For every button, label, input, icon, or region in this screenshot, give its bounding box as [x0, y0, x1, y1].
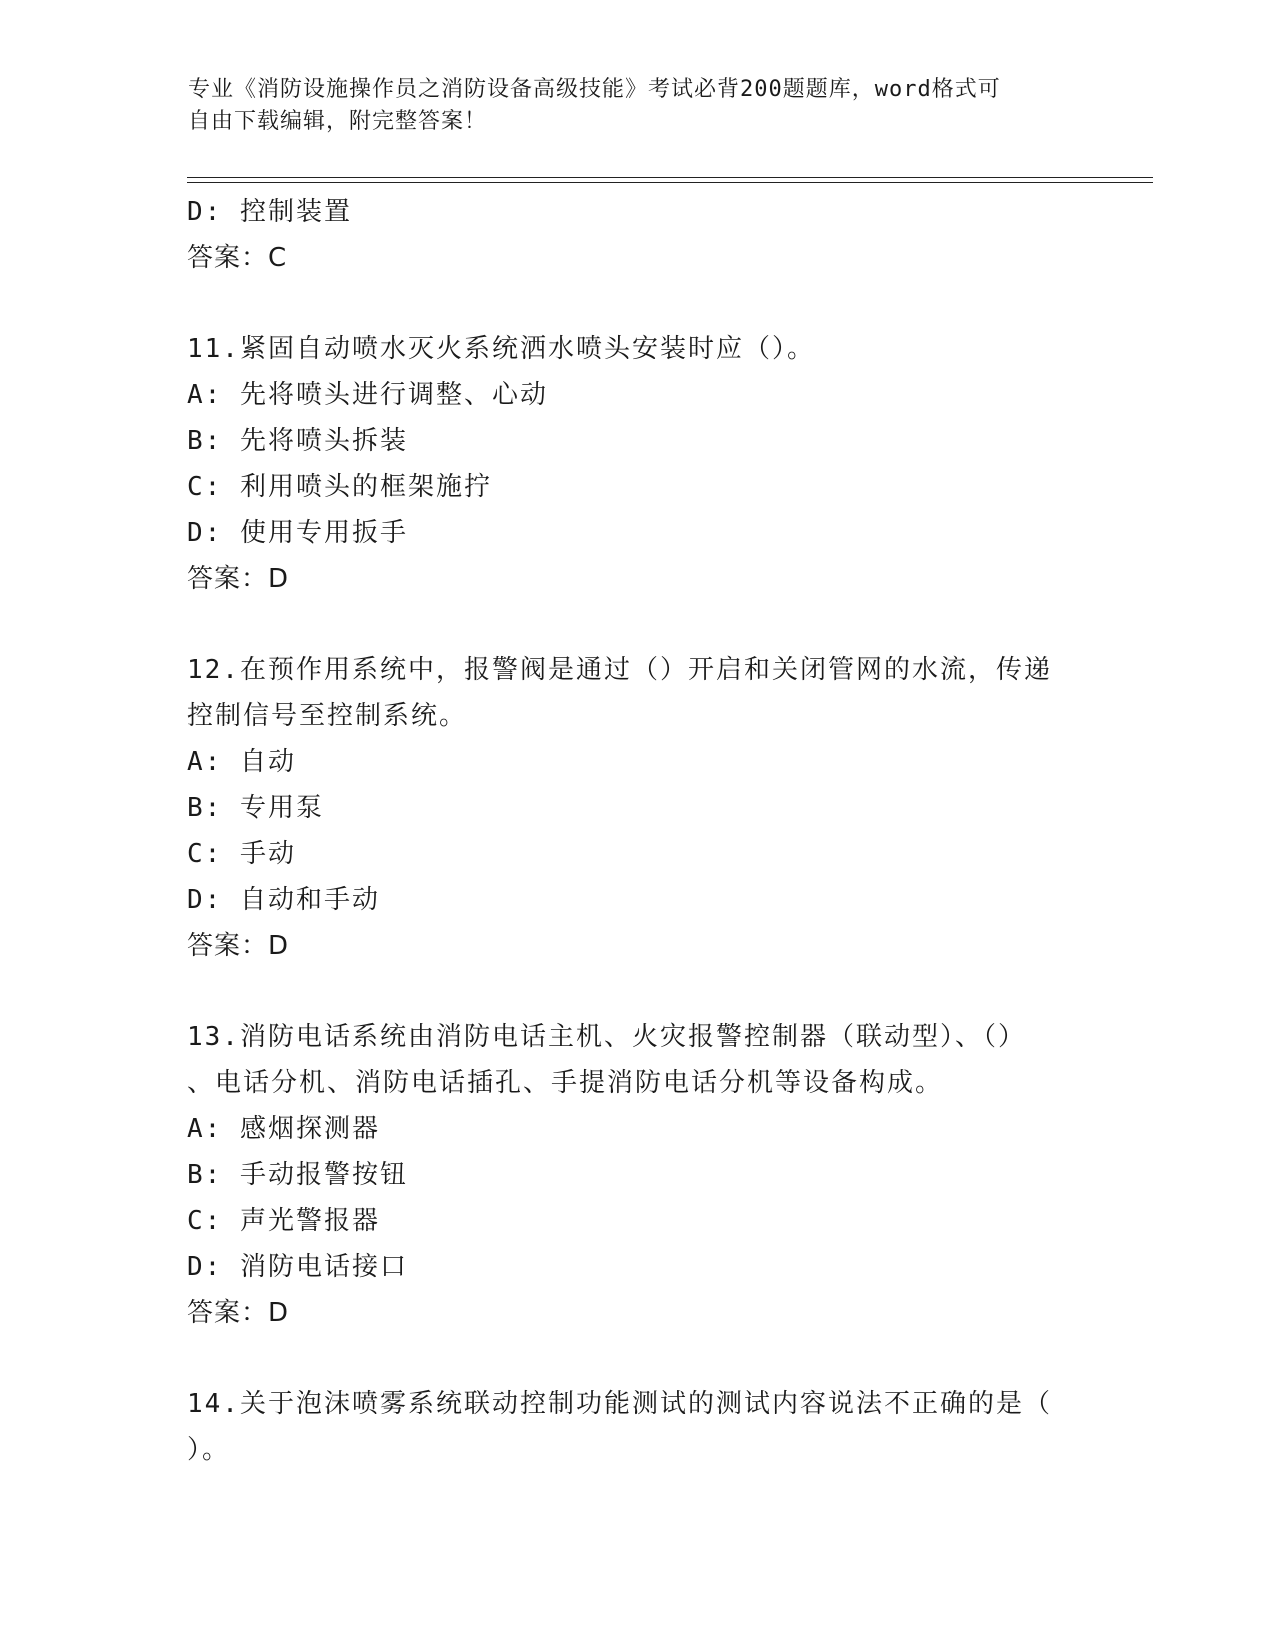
option-d: D: 控制装置	[187, 197, 352, 227]
question-13	[187, 1014, 1087, 1336]
header-line-2: 自由下载编辑，附完整答案！	[188, 109, 488, 134]
answer: 答案：D	[187, 564, 290, 594]
answer: 答案：D	[187, 931, 290, 961]
option-a: A: 先将喷头进行调整、心动	[187, 380, 548, 410]
option-c: C: 利用喷头的框架施拧	[187, 472, 492, 502]
option-d: D: 使用专用扳手	[187, 518, 408, 548]
header-divider-top	[187, 177, 1153, 178]
option-b: B: 先将喷头拆装	[187, 426, 408, 456]
option-a: A: 感烟探测器	[187, 1114, 380, 1144]
question-stem-line-2: 控制信号至控制系统。	[187, 701, 468, 731]
question-stem: 11.紧固自动喷水灭火系统洒水喷头安装时应（）。	[187, 334, 815, 364]
answer: 答案：D	[187, 1298, 290, 1328]
question-stem-line-1: 12.在预作用系统中，报警阀是通过（）开启和关闭管网的水流，传递	[187, 655, 1052, 685]
option-b: B: 手动报警按钮	[187, 1160, 408, 1190]
question-stem-line-2: 、电话分机、消防电话插孔、手提消防电话分机等设备构成。	[187, 1068, 944, 1098]
option-d: D: 自动和手动	[187, 885, 380, 915]
header-line-1: 专业《消防设施操作员之消防设备高级技能》考试必背200题题库，word格式可	[188, 77, 1001, 102]
question-stem-line-1: 13.消防电话系统由消防电话主机、火灾报警控制器（联动型）、（）	[187, 1022, 1026, 1052]
previous-question-tail	[187, 189, 1087, 281]
header-divider-bottom	[187, 182, 1153, 183]
option-c: C: 声光警报器	[187, 1206, 380, 1236]
option-d: D: 消防电话接口	[187, 1252, 408, 1282]
page-header	[188, 74, 1088, 138]
question-stem-line-1: 14.关于泡沫喷雾系统联动控制功能测试的测试内容说法不正确的是（	[187, 1389, 1052, 1419]
question-12	[187, 647, 1087, 969]
question-stem-line-2: ）。	[187, 1435, 231, 1465]
answer: 答案：C	[187, 243, 288, 273]
question-14	[187, 1381, 1087, 1473]
option-c: C: 手动	[187, 839, 296, 869]
question-list	[187, 189, 1087, 1473]
question-11	[187, 326, 1087, 602]
option-b: B: 专用泵	[187, 793, 324, 823]
option-a: A: 自动	[187, 747, 296, 777]
